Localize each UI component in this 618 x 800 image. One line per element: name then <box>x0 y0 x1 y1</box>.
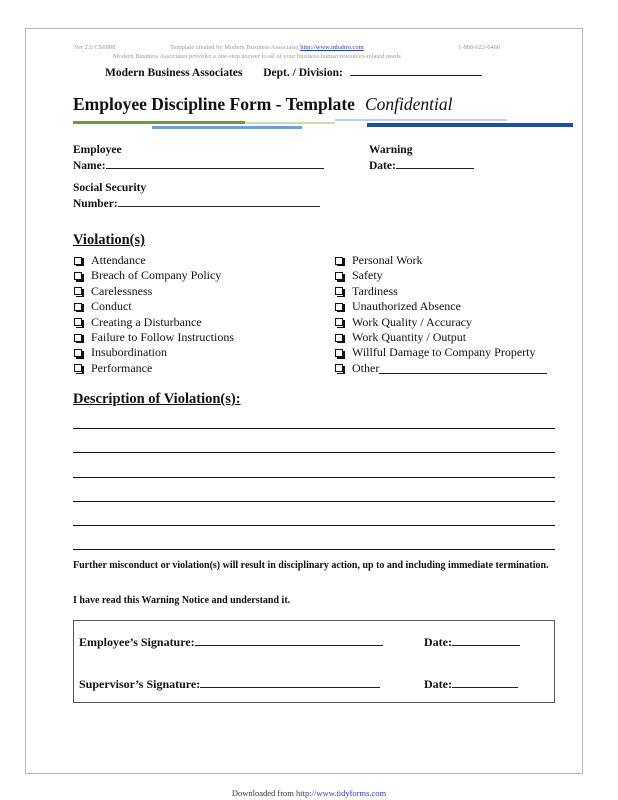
violation-label: Safety <box>352 268 383 283</box>
violation-label: Unauthorized Absence <box>352 299 461 314</box>
acknowledge-notice: I have read this Warning Notice and understand it. <box>73 595 291 606</box>
violation-label: Insubordination <box>91 345 167 360</box>
supervisor-date-input[interactable] <box>452 676 518 688</box>
footer-prefix: Downloaded from <box>231 788 294 798</box>
checkbox[interactable] <box>74 349 82 357</box>
violations-right-column <box>335 253 547 376</box>
supervisor-signature-input[interactable] <box>200 676 380 688</box>
violation-conduct[interactable] <box>74 299 234 314</box>
supervisor-signature-label: Supervisor’s Signature: <box>79 677 201 691</box>
employee-date-field <box>424 634 520 650</box>
employee-signature-label: Employee’s Signature: <box>79 635 195 649</box>
violation-label: Carelessness <box>91 283 153 298</box>
accent-bar-navy <box>367 123 573 127</box>
warning-label-line2: Date: <box>369 160 396 172</box>
ssn-input[interactable] <box>118 195 320 207</box>
violation-willful-damage[interactable] <box>335 345 547 360</box>
phone-text: 1-888-622-6460 <box>458 44 501 51</box>
violations-left-column <box>74 253 234 376</box>
violation-creating-a-disturbance[interactable] <box>74 315 234 330</box>
employee-signature-input[interactable] <box>195 634 383 646</box>
violation-failure-to-follow-instructions[interactable] <box>74 330 234 345</box>
warning-date-field <box>369 144 474 173</box>
violation-label: Work Quantity / Output <box>352 329 467 344</box>
checkbox[interactable] <box>335 334 343 342</box>
employee-signature-field <box>79 634 383 650</box>
accent-bar-lightgreen <box>245 122 335 124</box>
checkbox[interactable] <box>335 318 343 326</box>
employee-name-field <box>73 144 324 173</box>
employee-date-label: Date: <box>424 635 452 649</box>
violation-label: Conduct <box>91 299 132 314</box>
warning-date-input[interactable] <box>396 157 474 169</box>
violation-label: Willful Damage to Company Property <box>352 345 536 360</box>
download-footer <box>0 788 618 798</box>
violation-label: Personal Work <box>352 253 423 267</box>
violation-label: Performance <box>91 360 153 375</box>
checkbox[interactable] <box>74 318 82 326</box>
company-header <box>105 64 482 79</box>
other-input[interactable] <box>379 363 547 374</box>
violations-heading: Violation(s) <box>73 232 145 248</box>
title-main: Employee Discipline Form - Template <box>73 94 355 114</box>
description-line[interactable] <box>73 477 555 478</box>
page-title <box>73 94 452 115</box>
tagline-text: Modern Business Associates provides a one-stop answer to all of your business human resources-related needs <box>113 53 401 60</box>
description-line[interactable] <box>73 525 555 526</box>
violation-personal-work[interactable] <box>335 253 547 268</box>
checkbox[interactable] <box>335 272 343 280</box>
violation-insubordination[interactable] <box>74 345 234 360</box>
version-text: Ver 2.0 CS0808 <box>74 44 116 51</box>
description-heading: Description of Violation(s): <box>73 391 241 407</box>
accent-bar-green <box>73 121 245 124</box>
checkbox[interactable] <box>335 257 343 265</box>
dept-field[interactable] <box>350 64 482 76</box>
checkbox[interactable] <box>74 272 82 280</box>
template-credit <box>170 44 364 51</box>
violation-label: Tardiness <box>352 283 398 298</box>
violation-label: Attendance <box>91 253 146 267</box>
employee-date-input[interactable] <box>452 634 520 646</box>
company-name: Modern Business Associates <box>105 67 243 79</box>
violation-safety[interactable] <box>335 268 547 283</box>
misconduct-notice: Further misconduct or violation(s) will result in disciplinary action, up to and including immediate termination. <box>73 560 549 571</box>
checkbox[interactable] <box>74 303 82 311</box>
violation-work-quality-accuracy[interactable] <box>335 315 547 330</box>
violation-label: Work Quality / Accuracy <box>352 314 472 329</box>
violation-label: Creating a Disturbance <box>91 314 202 329</box>
title-confidential: Confidential <box>364 94 453 114</box>
violation-carelessness[interactable] <box>74 284 234 299</box>
violation-label: Failure to Follow Instructions <box>91 329 234 344</box>
dept-label: Dept. / Division: <box>263 67 343 79</box>
ssn-label-line2: Number: <box>73 198 118 210</box>
template-url-link[interactable]: http://www.mbahro.com <box>300 44 364 51</box>
supervisor-date-label: Date: <box>424 677 452 691</box>
checkbox[interactable] <box>335 349 343 357</box>
checkbox[interactable] <box>74 287 82 295</box>
accent-bar-lightblue <box>152 126 302 129</box>
violation-unauthorized-absence[interactable] <box>335 299 547 314</box>
template-credit-text: Template created by Modern Business Associates <box>170 44 299 51</box>
violation-label: Breach of Company Policy <box>91 268 222 283</box>
violation-attendance[interactable] <box>74 253 234 268</box>
warning-label-line1: Warning <box>369 144 413 156</box>
supervisor-date-field <box>424 676 518 692</box>
supervisor-signature-field <box>79 676 380 692</box>
violation-work-quantity-output[interactable] <box>335 330 547 345</box>
description-line[interactable] <box>73 452 555 453</box>
checkbox[interactable] <box>74 364 82 372</box>
ssn-label-line1: Social Security <box>73 182 147 194</box>
checkbox[interactable] <box>74 334 82 342</box>
ssn-field <box>73 182 320 211</box>
checkbox[interactable] <box>335 364 343 372</box>
description-line[interactable] <box>73 549 555 550</box>
checkbox[interactable] <box>335 303 343 311</box>
employee-name-input[interactable] <box>106 157 324 169</box>
violation-label: Other <box>352 360 380 375</box>
checkbox[interactable] <box>74 257 82 265</box>
violation-performance[interactable] <box>74 361 234 376</box>
footer-url-link[interactable]: http://www.tidyforms.com <box>296 788 387 798</box>
employee-label-line1: Employee <box>73 144 122 156</box>
description-line[interactable] <box>73 501 555 502</box>
accent-bar-paleblue <box>335 119 507 121</box>
checkbox[interactable] <box>335 287 343 295</box>
violation-other[interactable] <box>335 361 547 376</box>
employee-label-line2: Name: <box>73 160 106 172</box>
violation-tardiness[interactable] <box>335 284 547 299</box>
description-line[interactable] <box>73 428 555 429</box>
violation-breach-of-company-policy[interactable] <box>74 268 234 283</box>
